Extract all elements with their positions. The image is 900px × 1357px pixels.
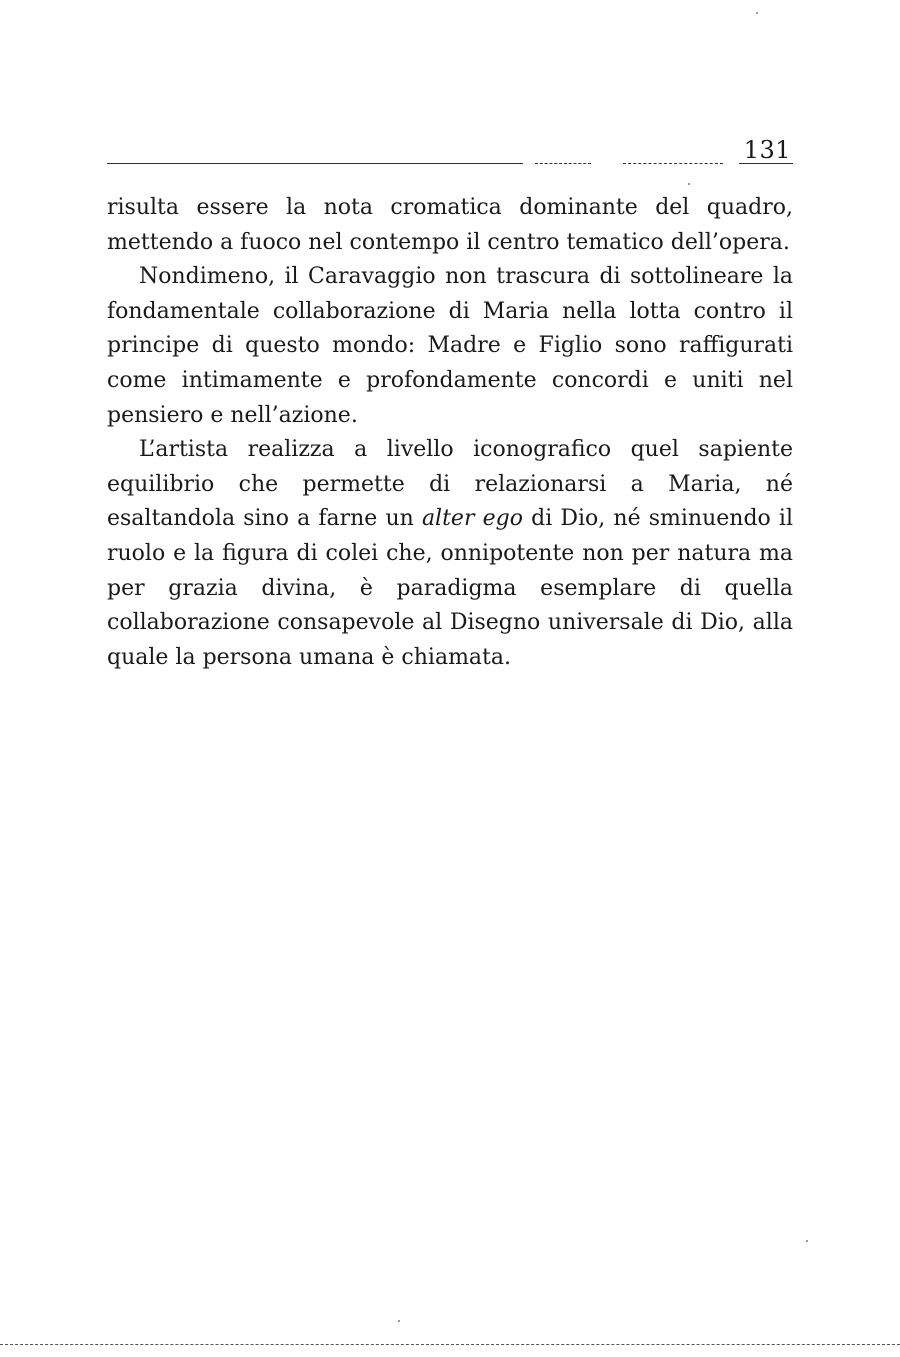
scan-speck	[398, 1320, 400, 1322]
paragraph: risulta essere la nota cromatica dominante del quadro, mettendo a fuoco nel contempo il centro tematico dell’opera.	[107, 195, 793, 255]
header-rule-dashed	[535, 163, 591, 164]
paragraph	[107, 433, 793, 675]
running-header	[107, 136, 793, 166]
scan-speck	[688, 183, 690, 185]
italic-term: alter ego	[421, 506, 523, 532]
header-rule-dashed	[623, 163, 723, 164]
paragraph-text: di Dio, né sminuendo il ruolo e la figura di colei che, onnipotente non per natura ma per grazia divina, è paradigma esemplare di quella collaborazione consapevole al Disegno universale di Dio, alla quale la persona umana è chiamata.	[107, 506, 794, 670]
scan-speck	[756, 12, 758, 14]
paragraph: Nondimeno, il Caravaggio non trascura di sottolineare la fondamentale collaborazione di Maria nella lotta contro il principe di questo mondo: Madre e Figlio sono raffigurati come intimamente e profondamente concordi e uniti nel pensiero e nell’azione.	[107, 264, 793, 428]
scan-edge-line	[0, 1344, 900, 1345]
body-text	[107, 191, 793, 675]
header-rule	[107, 163, 523, 164]
page-number: 131	[743, 136, 791, 164]
scan-speck	[806, 1240, 808, 1242]
paragraph-text: L’artista realizza a livello iconografico quel sapiente equilibrio che permette di relazionarsi a Maria, né esaltandola sino a farne un	[107, 437, 793, 532]
